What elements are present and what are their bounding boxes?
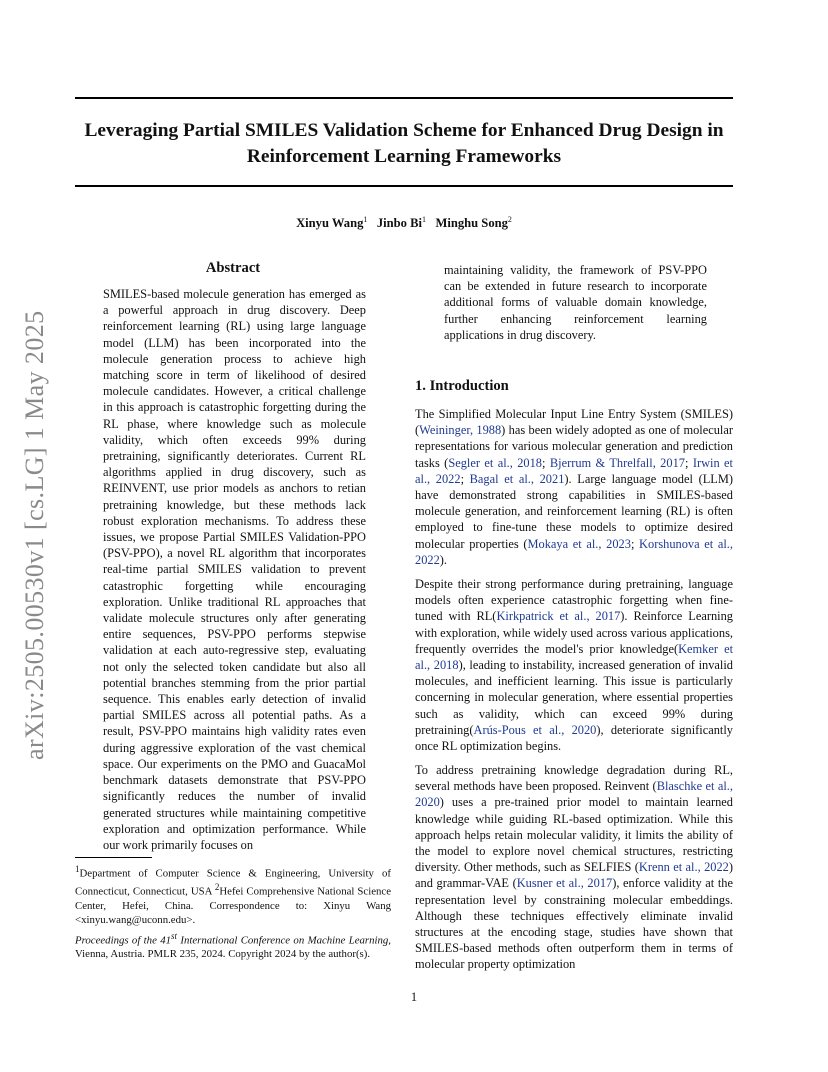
paragraph-text: ; [684, 455, 693, 470]
citation-link[interactable]: Krenn et al., 2022 [638, 860, 729, 875]
affiliation-footnote [75, 863, 391, 927]
proceedings-venue: Proceedings of the 41 [75, 934, 172, 947]
affiliation-1: Department of Computer Science & Engineering, University of Connecticut, Connecticut, USA [75, 867, 391, 898]
abstract-heading: Abstract [205, 260, 261, 276]
paragraph-text: ). [439, 552, 448, 567]
footnote-mark-2: 2 [214, 882, 220, 893]
author-name: Jinbo Bi [376, 216, 423, 231]
citation-link[interactable]: Kusner et al., 2017 [516, 876, 613, 891]
paragraph-text: ; [460, 471, 470, 486]
arxiv-watermark: arXiv:2505.00530v1 [cs.LG] 1 May 2025 [20, 310, 49, 760]
citation-link[interactable]: Bagal et al., 2021 [469, 471, 565, 486]
author-affiliation-mark: 1 [363, 215, 368, 224]
intro-paragraph-1 [415, 406, 733, 568]
author-affiliation-mark: 1 [422, 215, 427, 224]
paragraph-text: ; [630, 536, 640, 551]
paragraph-text: To address pretraining knowledge degradation during RL, several methods have been proposed. Reinvent ( [415, 763, 733, 794]
proceedings-venue-name: International Conference on Machine Learning [177, 934, 389, 947]
paragraph-text: ). Reinforce Learning with exploration, while widely used across various applications, frequently overrides the model's prior knowledge( [415, 609, 733, 656]
proceedings-details: , Vienna, Austria. PMLR 235, 2024. Copyright 2024 by the author(s). [75, 934, 391, 961]
citation-link[interactable]: Irwin et al., 2022 [415, 455, 733, 486]
author-name: Xinyu Wang [296, 216, 364, 231]
title-rule-top [75, 97, 733, 99]
affiliation-2: Hefei Comprehensive National Science Center, Hefei, China. Correspondence to: Xinyu Wang <xinyu.wang@uconn.edu>. [75, 885, 391, 926]
citation-link[interactable]: Blaschke et al., 2020 [415, 779, 733, 810]
page-number: 1 [410, 990, 418, 1004]
paragraph-text: ) uses a pre-trained prior model to maintain learned knowledge while guiding RL-based optimization. While this approach helps retain molecular validity, it limits the ability of the model to explore novel chemical structures, restricting diversity. Other methods, such as SELFIES ( [415, 795, 733, 875]
author-list [75, 215, 733, 231]
author-affiliation-mark: 2 [507, 215, 512, 224]
paragraph-text: ), leading to instability, increased generation of invalid molecules, and inefficient learning. This issue is particularly concerning in molecular generation, where essential properties such as validity, which can exceed 99% during pretraining( [415, 658, 733, 737]
abstract-body: SMILES-based molecule generation has emerged as a powerful approach in drug discovery. Deep reinforcement learning (RL) using large language model (LLM) has been incorporated into the molecule generation process to achieve high matching score in term of likelihood of desired molecule candidates. However, a critical challenge in this approach is catastrophic forgetting during the RL phase, where knowledge such as molecule validity, which often exceeds 99% during pretraining, significantly deteriorates. Current RL algorithms applied in drug discovery, such as REINVENT, use prior models as anchors to retian pretraining knowledge, but these methods lack robust exploration mechanisms. To address these issues, we propose Partial SMILES Validation-PPO (PSV-PPO), a novel RL algorithm that incorporates real-time partial SMILES validation to prevent catastrophic forgetting while encouraging exploration. Unlike traditional RL approaches that validate molecule structures only after generating entire sequences, PSV-PPO performs stepwise validation at each auto-regressive step, evaluating not only the selected token candidate but also all potential branches stemming from the prior partial sequence. This enables early detection of invalid partial SMILES across all potential paths. As a result, PSV-PPO maintains high validity rates even during aggressive exploration of the vast chemical space. Our experiments on the PMO and GuacaMol benchmark datasets demonstrate that PSV-PPO significantly reduces the number of invalid generated structures while maintaining competitive exploration and optimization performance. While our work primarily focuses on [103, 287, 366, 852]
intro-paragraph-3 [415, 762, 733, 973]
paragraph-text: ; [542, 455, 550, 470]
citation-link[interactable]: Kemker et al., 2018 [415, 641, 734, 673]
citation-link[interactable]: Arús-Pous et al., 2020 [473, 722, 597, 737]
footnote-rule [75, 857, 152, 858]
citation-link[interactable]: Korshunova et al., 2022 [415, 536, 733, 567]
title-rule-bottom [75, 185, 733, 187]
abstract-continuation: maintaining validity, the framework of PSV-PPO can be extended in future research to incorporate additional forms of valuable domain knowledge, further enhancing reinforcement learning applications in drug discovery. [444, 263, 707, 342]
citation-link[interactable]: Mokaya et al., 2023 [527, 536, 631, 551]
footnote-mark-1: 1 [75, 864, 80, 874]
author-name: Minghu Song [435, 216, 508, 231]
citation-link[interactable]: Weininger, 1988 [419, 423, 502, 438]
paragraph-text: Despite their strong performance during pretraining, language models often experience catastrophic forgetting when fine-tuned with RL( [415, 577, 733, 624]
paragraph-text: ), deteriorate significantly once RL optimization begins. [415, 722, 733, 754]
paragraph-text: ), enforce validity at the representation level by constraining molecular embeddings. Although these techniques effectively eliminate invalid structures at the encoding stage, studies have shown that SMILES-based methods often outperform them in terms of molecular property optimization [415, 876, 733, 972]
proceedings-note [75, 930, 391, 962]
paper-title: Leveraging Partial SMILES Validation Scheme for Enhanced Drug Design in Reinforcement Learning Frameworks [84, 120, 724, 167]
citation-link[interactable]: Kirkpatrick et al., 2017 [496, 609, 621, 624]
paragraph-text: ) and grammar-VAE ( [415, 860, 733, 891]
proceedings-ordinal: st [171, 931, 178, 941]
citation-link[interactable]: Segler et al., 2018 [448, 455, 543, 470]
paragraph-text: The Simplified Molecular Input Line Entry System (SMILES) ( [415, 407, 733, 438]
introduction-heading: 1. Introduction [415, 378, 509, 394]
citation-link[interactable]: Bjerrum & Threlfall, 2017 [549, 455, 685, 470]
paragraph-text: ). Large language model (LLM) have demonstrated strong capabilities in SMILES-based molecule generation, and reinforcement learning (RL) is often employed to fine-tune these models to optimize desired molecular properties ( [415, 471, 733, 551]
intro-paragraph-2 [415, 576, 733, 754]
paragraph-text: ) has been widely adopted as one of molecular representations for various molecular generation and prediction tasks ( [415, 423, 733, 470]
